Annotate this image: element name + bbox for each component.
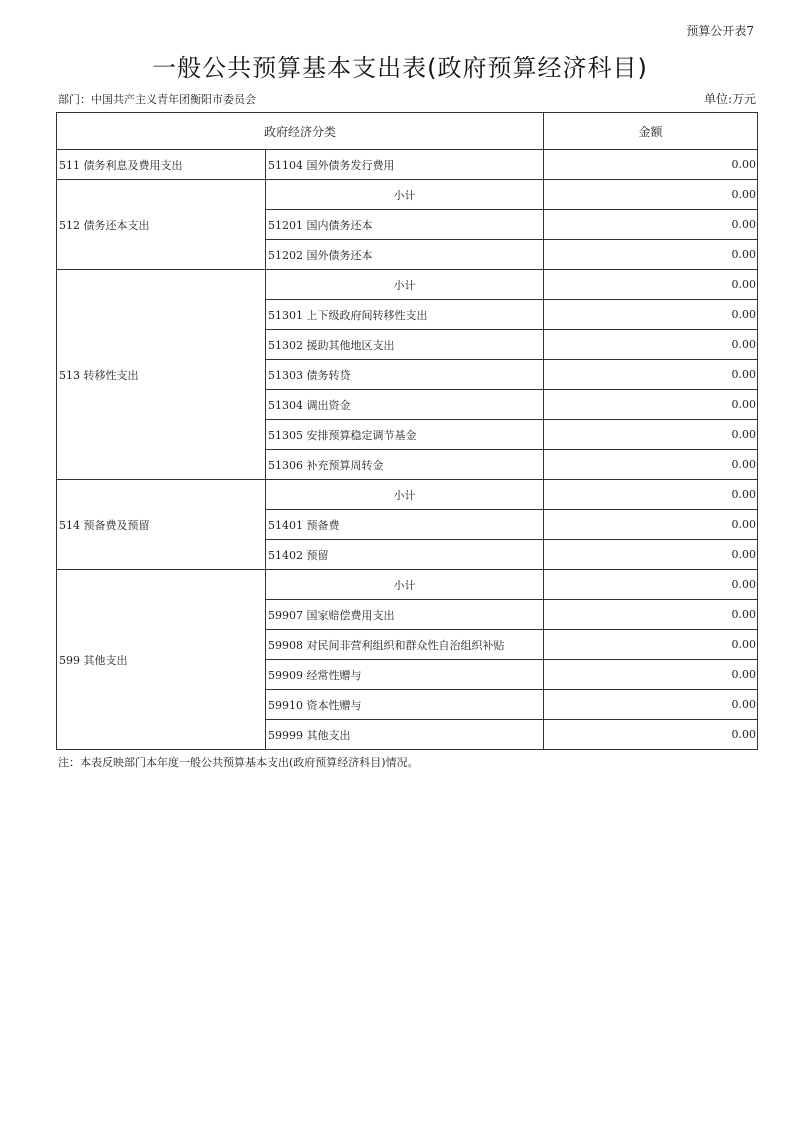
- item-label: 51104 国外债务发行费用: [266, 150, 544, 180]
- item-label: 51303 债务转贷: [266, 360, 544, 390]
- category-cell: 513 转移性支出: [57, 270, 266, 480]
- footnote: 注：本表反映部门本年度一般公共预算基本支出(政府预算经济科目)情况。: [58, 756, 419, 769]
- item-label: 51202 国外债务还本: [266, 240, 544, 270]
- amount-cell: 0.00: [544, 660, 758, 690]
- unit-label: 单位:万元: [703, 92, 756, 106]
- item-label: 59909 经常性赠与: [266, 660, 544, 690]
- amount-cell: 0.00: [544, 690, 758, 720]
- amount-cell: 0.00: [544, 210, 758, 240]
- department-label: 部门：中国共产主义青年团衡阳市委员会: [58, 93, 256, 106]
- amount-cell: 0.00: [544, 270, 758, 300]
- amount-cell: 0.00: [544, 540, 758, 570]
- amount-cell: 0.00: [544, 480, 758, 510]
- column-header-classification: 政府经济分类: [57, 113, 544, 150]
- amount-cell: 0.00: [544, 450, 758, 480]
- column-header-amount: 金额: [544, 113, 758, 150]
- subtotal-label: 小计: [266, 570, 544, 600]
- amount-cell: 0.00: [544, 720, 758, 750]
- item-label: 51201 国内债务还本: [266, 210, 544, 240]
- amount-cell: 0.00: [544, 630, 758, 660]
- expenditure-table: [56, 112, 758, 750]
- amount-cell: 0.00: [544, 150, 758, 180]
- amount-cell: 0.00: [544, 390, 758, 420]
- item-label: 51402 预留: [266, 540, 544, 570]
- subtotal-label: 小计: [266, 180, 544, 210]
- item-label: 59908 对民间非营利组织和群众性自治组织补贴: [266, 630, 544, 660]
- table-row: [57, 270, 758, 300]
- amount-cell: 0.00: [544, 420, 758, 450]
- amount-cell: 0.00: [544, 180, 758, 210]
- table-row: [57, 180, 758, 210]
- amount-cell: 0.00: [544, 300, 758, 330]
- amount-cell: 0.00: [544, 330, 758, 360]
- item-label: 51401 预备费: [266, 510, 544, 540]
- table-header-row: [57, 113, 758, 150]
- subtotal-label: 小计: [266, 480, 544, 510]
- amount-cell: 0.00: [544, 600, 758, 630]
- amount-cell: 0.00: [544, 510, 758, 540]
- page-title: 一般公共预算基本支出表(政府预算经济科目): [152, 54, 648, 82]
- amount-cell: 0.00: [544, 360, 758, 390]
- subtotal-label: 小计: [266, 270, 544, 300]
- item-label: 59907 国家赔偿费用支出: [266, 600, 544, 630]
- item-label: 51305 安排预算稳定调节基金: [266, 420, 544, 450]
- category-cell: 599 其他支出: [57, 570, 266, 750]
- amount-cell: 0.00: [544, 240, 758, 270]
- item-label: 59999 其他支出: [266, 720, 544, 750]
- table-row: [57, 150, 758, 180]
- table-body: [57, 150, 758, 750]
- item-label: 51301 上下级政府间转移性支出: [266, 300, 544, 330]
- item-label: 59910 资本性赠与: [266, 690, 544, 720]
- table-row: [57, 570, 758, 600]
- item-label: 51304 调出资金: [266, 390, 544, 420]
- category-cell: 511 债务利息及费用支出: [57, 150, 266, 180]
- table-row: [57, 480, 758, 510]
- item-label: 51302 援助其他地区支出: [266, 330, 544, 360]
- item-label: 51306 补充预算周转金: [266, 450, 544, 480]
- amount-cell: 0.00: [544, 570, 758, 600]
- category-cell: 512 债务还本支出: [57, 180, 266, 270]
- category-cell: 514 预备费及预留: [57, 480, 266, 570]
- form-number: 预算公开表7: [686, 24, 754, 38]
